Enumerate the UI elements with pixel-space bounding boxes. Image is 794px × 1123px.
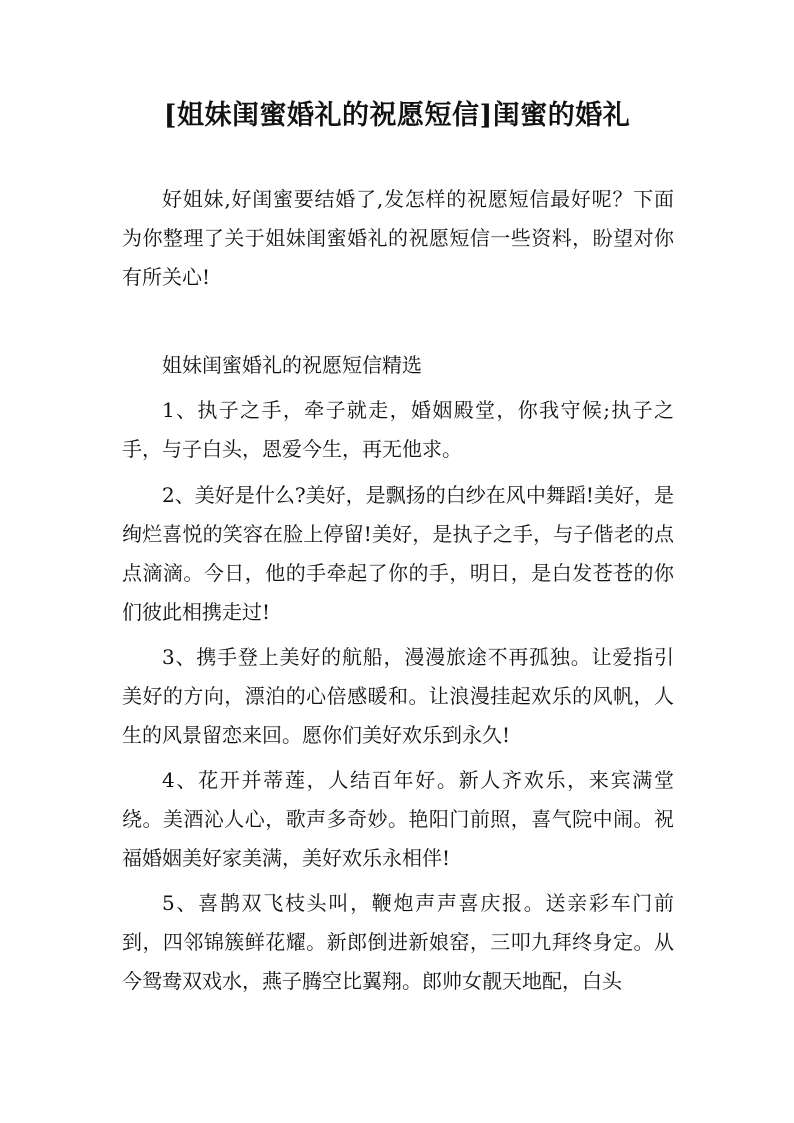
document-title: [姐妹闺蜜婚礼的祝愿短信]闺蜜的婚礼 — [163, 100, 631, 131]
section-heading: 姐妹闺蜜婚礼的祝愿短信精选 — [162, 353, 422, 377]
wish-item-3: 3、携手登上美好的航船，漫漫旅途不再孤独。让爱指引美好的方向，漂泊的心倍感暖和。让浪漫挂起欢乐的风帆，人生的风景留恋来回。愿你们美好欢乐到永久! — [122, 645, 674, 747]
wish-item-1: 1、执子之手，牵子就走，婚姻殿堂，你我守候;执子之手，与子白头，恩爱今生，再无他求。 — [122, 398, 674, 461]
intro-paragraph: 好姐妹,好闺蜜要结婚了,发怎样的祝愿短信最好呢？下面为你整理了关于姐妹闺蜜婚礼的祝愿短信一些资料，盼望对你有所关心! — [122, 187, 674, 289]
wish-item-2: 2、美好是什么?美好，是飘扬的白纱在风中舞蹈!美好，是绚烂喜悦的笑容在脸上停留!美好，是执子之手，与子偕老的点点滴滴。今日，他的手牵起了你的手，明日，是白发苍苍的你们彼此相携走过! — [122, 483, 674, 624]
wish-item-4: 4、花开并蒂莲，人结百年好。新人齐欢乐，来宾满堂绕。美酒沁人心，歌声多奇妙。艳阳门前照，喜气院中闹。祝福婚姻美好家美满，美好欢乐永相伴! — [122, 768, 674, 870]
wish-item-5: 5、喜鹊双飞枝头叫，鞭炮声声喜庆报。送亲彩车门前到，四邻锦簇鲜花耀。新郎倒进新娘窑，三叩九拜终身定。从今鸳鸯双戏水，燕子腾空比翼翔。郎帅女靓天地配，白头 — [122, 891, 674, 993]
